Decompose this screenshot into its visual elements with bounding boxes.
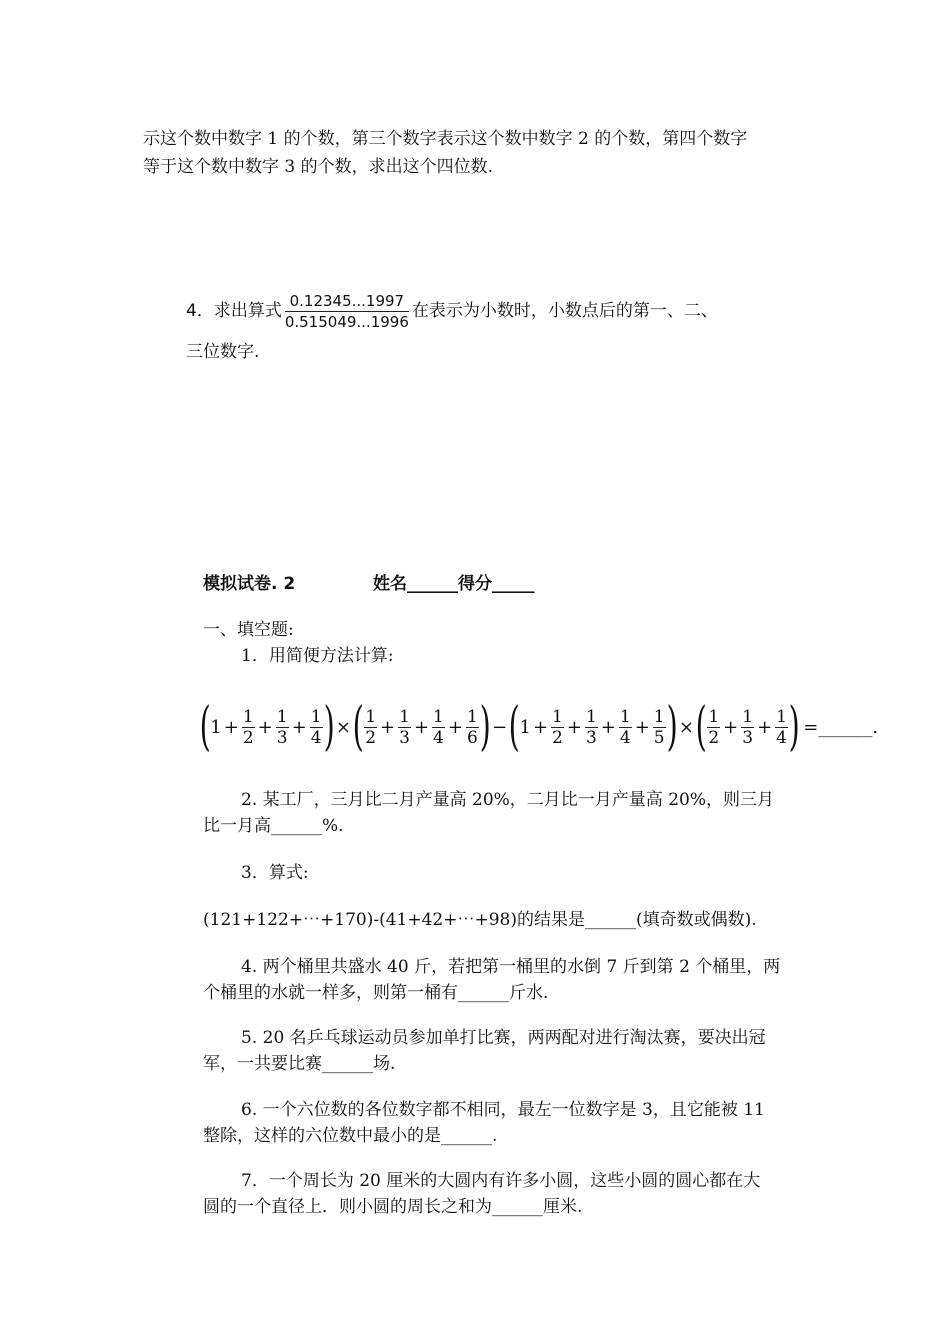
fraction-1-3 bbox=[585, 707, 598, 748]
right-paren: ) bbox=[323, 697, 335, 757]
fraction-1-2 bbox=[242, 707, 255, 748]
numerator: 1 bbox=[653, 706, 665, 727]
problem-2-line-1: 2. 某工厂，三月比二月产量高 20%，二月比一月产量高 20%，则三月 bbox=[241, 790, 775, 810]
fraction-1-4 bbox=[310, 707, 323, 748]
exam-title: 模拟试卷. 2 bbox=[203, 574, 296, 594]
problem-1-label: 1．用简便方法计算: bbox=[241, 646, 394, 666]
term-one: 1 bbox=[210, 716, 222, 738]
numerator: 1 bbox=[742, 706, 754, 727]
denominator: 2 bbox=[552, 727, 563, 748]
name-score-field: 姓名______得分_____ bbox=[373, 574, 535, 594]
section-title: 一、填空题: bbox=[203, 620, 294, 640]
problem-3-line-1: 3．算式: bbox=[241, 863, 309, 883]
plus-sign: + bbox=[447, 716, 463, 738]
problem-5-line-1: 5. 20 名乒乓球运动员参加单打比赛，两两配对进行淘汰赛，要决出冠 bbox=[241, 1028, 766, 1048]
fraction-1-4 bbox=[619, 707, 632, 748]
denominator: 3 bbox=[585, 727, 597, 748]
denominator: 2 bbox=[365, 727, 377, 748]
fraction-1-6 bbox=[466, 707, 479, 748]
left-paren: ( bbox=[508, 697, 520, 757]
numerator: 1 bbox=[242, 706, 254, 727]
plus-sign: + bbox=[757, 716, 773, 738]
numerator: 1 bbox=[619, 706, 631, 727]
plus-sign: + bbox=[380, 716, 396, 738]
fraction-1-5 bbox=[653, 707, 666, 748]
fraction-1-3 bbox=[741, 707, 754, 748]
question-4-fraction bbox=[285, 291, 409, 332]
question-4-prefix: 4．求出算式 bbox=[186, 301, 282, 321]
problem-6-line-1: 6. 一个六位数的各位数字都不相同，最左一位数字是 3，且它能被 11 bbox=[241, 1100, 765, 1120]
numerator: 1 bbox=[708, 706, 720, 727]
numerator: 1 bbox=[466, 706, 478, 727]
fraction-1-4 bbox=[432, 707, 445, 748]
numerator: 1 bbox=[433, 706, 444, 727]
plus-sign: + bbox=[634, 716, 650, 738]
problem-7-line-2: 圆的一个直径上．则小圆的周长之和为______厘米. bbox=[203, 1197, 583, 1217]
equation bbox=[200, 697, 878, 757]
denominator: 3 bbox=[399, 727, 410, 748]
plus-sign: + bbox=[600, 716, 616, 738]
denominator: 4 bbox=[619, 727, 631, 748]
left-paren: ( bbox=[199, 697, 211, 757]
denominator: 5 bbox=[653, 727, 665, 748]
question-4-denominator: 0.515049...1996 bbox=[284, 312, 409, 331]
question-4-numerator: 0.12345...1997 bbox=[289, 291, 405, 310]
intro-line-2: 等于这个数中数字 3 的个数，求出这个四位数. bbox=[143, 157, 494, 177]
problem-2-line-2: 比一月高______%. bbox=[203, 816, 344, 836]
fraction-1-4 bbox=[775, 707, 788, 748]
times-sign: × bbox=[335, 716, 351, 738]
problem-4-line-2: 个桶里的水就一样多，则第一桶有______斤水. bbox=[203, 983, 549, 1003]
plus-sign: + bbox=[257, 716, 273, 738]
question-4-suffix: 在表示为小数时，小数点后的第一、二、 bbox=[411, 301, 718, 321]
right-paren: ) bbox=[666, 697, 678, 757]
fraction-1-2 bbox=[707, 707, 720, 748]
plus-sign: + bbox=[291, 716, 307, 738]
fraction-1-2 bbox=[551, 707, 564, 748]
numerator: 1 bbox=[776, 706, 787, 727]
term-one: 1 bbox=[519, 716, 531, 738]
plus-sign: + bbox=[723, 716, 739, 738]
denominator: 6 bbox=[466, 727, 478, 748]
problem-6-line-2: 整除，这样的六位数中最小的是______. bbox=[203, 1126, 498, 1146]
denominator: 4 bbox=[310, 727, 322, 748]
numerator: 1 bbox=[310, 706, 322, 727]
right-paren: ) bbox=[788, 697, 800, 757]
times-sign: × bbox=[678, 716, 695, 738]
problem-3-line-2: (121+122+⋯+170)-(41+42+⋯+98)的结果是______(填奇数或偶数). bbox=[203, 910, 757, 930]
numerator: 1 bbox=[399, 706, 410, 727]
right-paren: ) bbox=[479, 697, 491, 757]
denominator: 3 bbox=[276, 727, 288, 748]
numerator: 1 bbox=[276, 706, 288, 727]
denominator: 3 bbox=[742, 727, 754, 748]
intro-line-1: 示这个数中数字 1 的个数，第三个数字表示这个数中数字 2 的个数，第四个数字 bbox=[143, 129, 748, 149]
denominator: 2 bbox=[708, 727, 720, 748]
answer-blank: =______. bbox=[803, 716, 879, 738]
fraction-1-2 bbox=[364, 707, 377, 748]
numerator: 1 bbox=[365, 706, 377, 727]
question-4 bbox=[186, 287, 718, 335]
left-paren: ( bbox=[695, 697, 707, 757]
fraction-1-3 bbox=[398, 707, 411, 748]
denominator: 4 bbox=[433, 727, 444, 748]
denominator: 2 bbox=[242, 727, 254, 748]
plus-sign: + bbox=[532, 716, 549, 738]
problem-4-line-1: 4. 两个桶里共盛水 40 斤，若把第一桶里的水倒 7 斤到第 2 个桶里，两 bbox=[241, 957, 781, 977]
numerator: 1 bbox=[585, 706, 597, 727]
problem-7-line-1: 7．一个周长为 20 厘米的大圆内有许多小圆，这些小圆的圆心都在大 bbox=[241, 1171, 761, 1191]
question-4-line-2: 三位数字. bbox=[186, 342, 260, 362]
fraction-1-3 bbox=[276, 707, 289, 748]
denominator: 4 bbox=[776, 727, 787, 748]
minus-sign: − bbox=[492, 716, 508, 738]
problem-5-line-2: 军，一共要比赛______场. bbox=[203, 1054, 396, 1074]
plus-sign: + bbox=[223, 716, 239, 738]
plus-sign: + bbox=[566, 716, 582, 738]
plus-sign: + bbox=[413, 716, 430, 738]
left-paren: ( bbox=[352, 697, 364, 757]
numerator: 1 bbox=[552, 706, 563, 727]
